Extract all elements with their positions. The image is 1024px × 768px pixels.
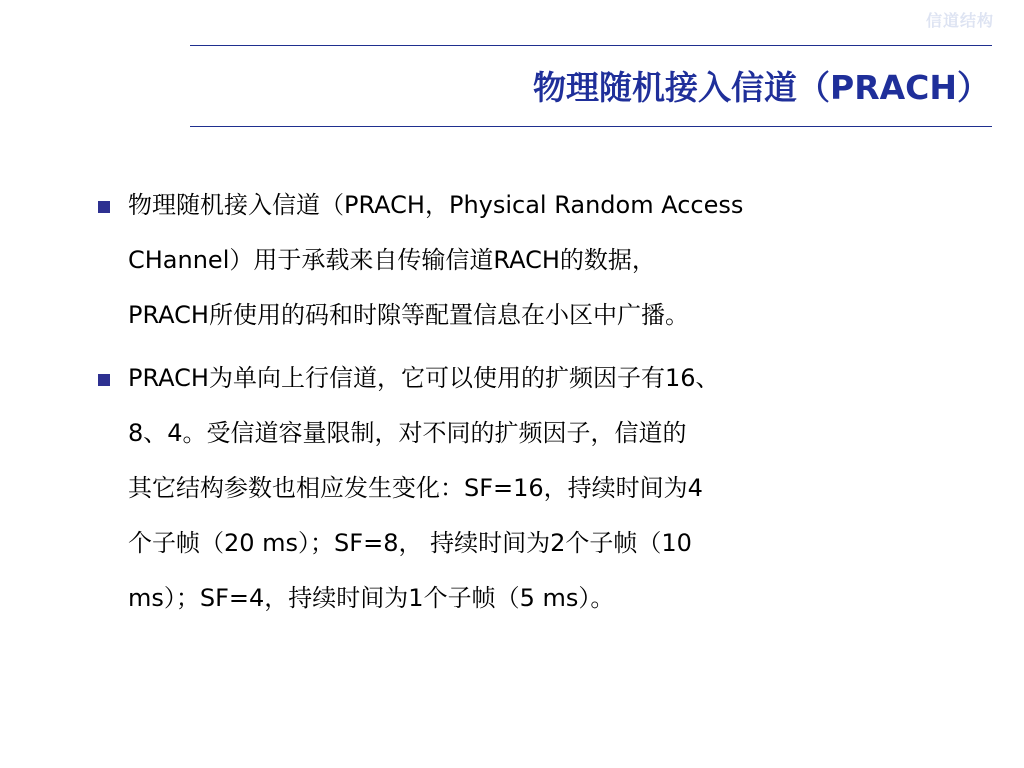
bullet-line: PRACH所使用的码和时隙等配置信息在小区中广播。 xyxy=(128,301,689,329)
bullet-item-prach-spreading-factor xyxy=(96,351,956,626)
bullet-line: CHannel）用于承载来自传输信道RACH的数据， xyxy=(128,246,656,274)
square-bullet-icon xyxy=(98,374,110,386)
header-rule-bottom xyxy=(190,126,992,127)
slide-content xyxy=(96,178,956,634)
section-tag: 信道结构 xyxy=(925,11,994,30)
header-rule-top xyxy=(190,45,992,46)
bullet-line: 物理随机接入信道（PRACH，Physical Random Access xyxy=(128,191,744,219)
bullet-line: 8、4。受信道容量限制，对不同的扩频因子，信道的 xyxy=(128,419,687,447)
bullet-item-prach-definition xyxy=(96,178,956,343)
square-bullet-icon xyxy=(98,201,110,213)
slide-title: 物理随机接入信道（PRACH） xyxy=(533,68,990,107)
bullet-line: ms）；SF=4，持续时间为1个子帧（5 ms）。 xyxy=(128,584,615,612)
bullet-line: 个子帧（20 ms）；SF=8， 持续时间为2个子帧（10 xyxy=(128,529,692,557)
bullet-line: PRACH为单向上行信道，它可以使用的扩频因子有16、 xyxy=(128,364,720,392)
bullet-line: 其它结构参数也相应发生变化：SF=16，持续时间为4 xyxy=(128,474,703,502)
